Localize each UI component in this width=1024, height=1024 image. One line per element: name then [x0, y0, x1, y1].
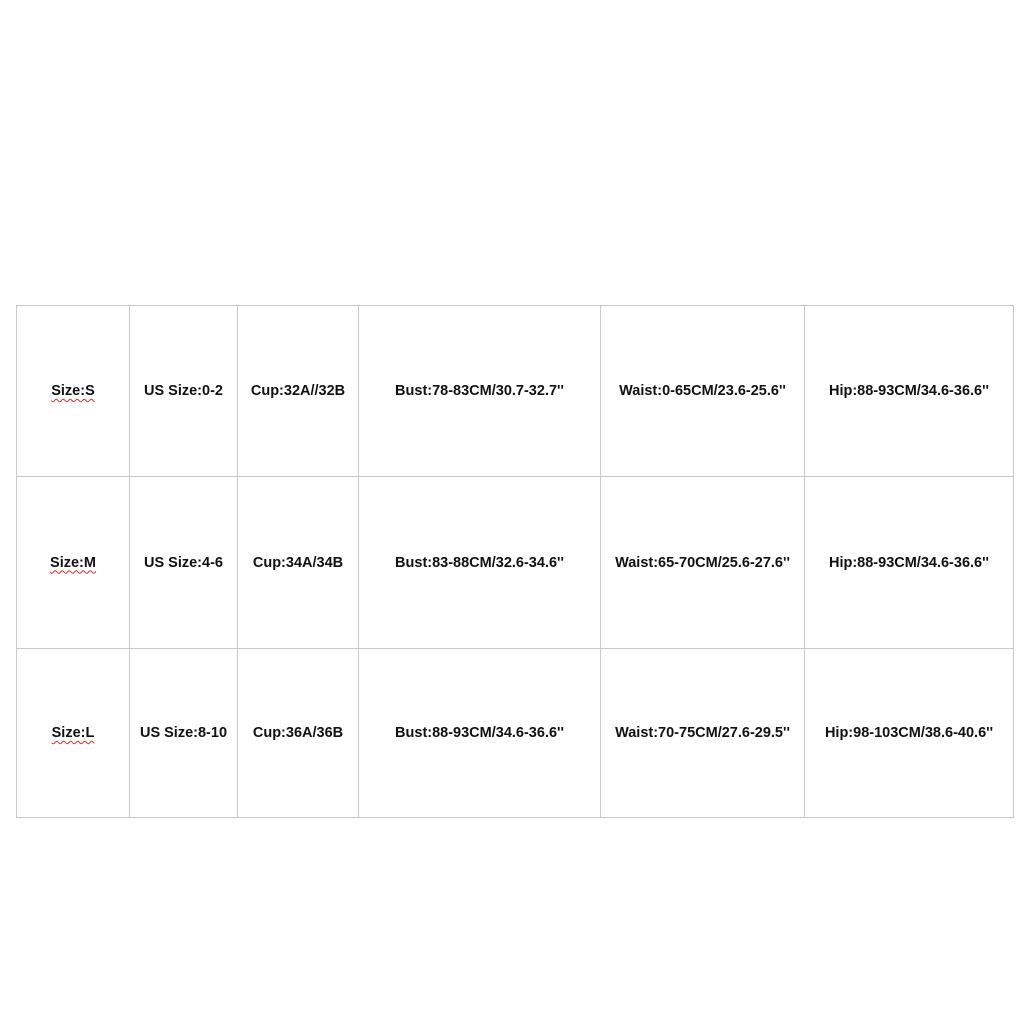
- hip-cell: Hip:88-93CM/34.6-36.6'': [805, 477, 1014, 649]
- cup-cell: Cup:34A/34B: [238, 477, 359, 649]
- bust-cell: Bust:88-93CM/34.6-36.6'': [359, 649, 601, 818]
- cup-cell: Cup:36A/36B: [238, 649, 359, 818]
- size-label: Size:L: [51, 725, 95, 741]
- waist-cell: Waist:0-65CM/23.6-25.6'': [601, 306, 805, 477]
- size-chart-table: [16, 305, 1014, 818]
- bust-cell: Bust:78-83CM/30.7-32.7'': [359, 306, 601, 477]
- waist-cell: Waist:65-70CM/25.6-27.6'': [601, 477, 805, 649]
- size-cell: [17, 649, 130, 818]
- size-cell: [17, 477, 130, 649]
- table-row: [17, 477, 1014, 649]
- size-label: Size:S: [51, 383, 95, 399]
- size-label: Size:M: [50, 554, 96, 571]
- hip-cell: Hip:98-103CM/38.6-40.6'': [805, 649, 1014, 818]
- us-size-cell: US Size:8-10: [130, 649, 238, 818]
- hip-cell: Hip:88-93CM/34.6-36.6'': [805, 306, 1014, 477]
- table-row: [17, 649, 1014, 818]
- us-size-cell: US Size:4-6: [130, 477, 238, 649]
- table-row: [17, 306, 1014, 477]
- cup-cell: Cup:32A//32B: [238, 306, 359, 477]
- waist-cell: Waist:70-75CM/27.6-29.5'': [601, 649, 805, 818]
- us-size-cell: US Size:0-2: [130, 306, 238, 477]
- size-cell: [17, 306, 130, 477]
- bust-cell: Bust:83-88CM/32.6-34.6'': [359, 477, 601, 649]
